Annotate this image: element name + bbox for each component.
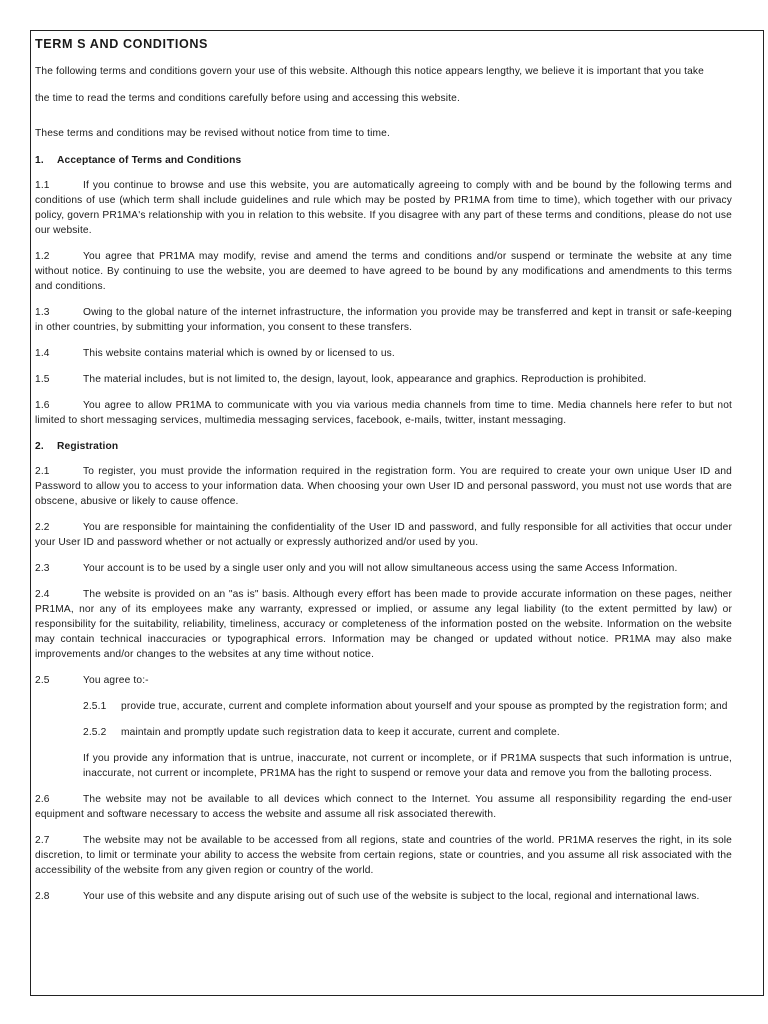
clause-text: Your use of this website and any dispute arising out of such use of the website is subject to the local, regional and international laws. xyxy=(83,891,700,902)
clause-number: 2.3 xyxy=(35,563,50,574)
clause-number: 1.3 xyxy=(35,307,50,318)
subclause-text: maintain and promptly update such registration data to keep it accurate, current and complete. xyxy=(121,727,560,738)
clause-1-6 xyxy=(35,398,732,428)
clause-number: 2.7 xyxy=(35,835,50,846)
document-title: TERM S AND CONDITIONS xyxy=(35,37,209,51)
clause-text: You are responsible for maintaining the confidentiality of the User ID and password, and fully responsible for all activities that occur under your User ID and password whether or not actually or expressly authorized and/or used by you. xyxy=(35,522,732,548)
clause-text: The website may not be available to be accessed from all regions, state and countries of the world. PR1MA reserves the right, in its sole discretion, to limit or terminate your ability to access the website from certain regions, state or countries, and you assume all risk associated with the accessibility of the website from any given region or country of the world. xyxy=(35,835,732,876)
clause-text: You agree to allow PR1MA to communicate with you via various media channels from time to time. Media channels here refer to but not limited to short messaging services, multimedia messaging services, facebook, e-mails, twitter, instant messaging. xyxy=(35,400,732,426)
clause-number: 2.4 xyxy=(35,589,50,600)
clause-2-3 xyxy=(35,561,732,576)
clause-number: 2.2 xyxy=(35,522,50,533)
section-number: 1. xyxy=(35,155,44,166)
section-number: 2. xyxy=(35,441,44,452)
section-title: Registration xyxy=(57,441,119,452)
subclause-text: If you provide any information that is untrue, inaccurate, not current or incomplete, or if PR1MA suspects that such information is untrue, inaccurate, not current or incomplete, PR1MA has the right to suspend or remove your data and remove you from the balloting process. xyxy=(83,753,732,779)
clause-2-1 xyxy=(35,464,732,509)
section-title: Acceptance of Terms and Conditions xyxy=(57,155,242,166)
subclause-number: 2.5.1 xyxy=(83,701,107,712)
clause-2-4 xyxy=(35,587,732,662)
clause-text: To register, you must provide the information required in the registration form. You are required to create your own unique User ID and Password to allow you to access to your information data. When choosing your own User ID and personal password, you must not use words that are obscene, abusive or likely to cause offence. xyxy=(35,466,732,507)
clause-text: You agree that PR1MA may modify, revise and amend the terms and conditions and/or suspend or terminate the website at any time without notice. By continuing to use the website, you are deemed to have agreed to be bound by any modifications and amendments to this terms and conditions. xyxy=(35,251,732,292)
clause-number: 1.5 xyxy=(35,374,50,385)
clause-text: The website is provided on an "as is" basis. Although every effort has been made to provide accurate information on these pages, neither PR1MA, nor any of its employees make any warranty, expressed or implied, or assume any legal liability (to the extent permitted by law) or responsibility for the suitability, reliability, timeliness, accuracy or completeness of the information posted on the website. Information on the website may contain technical inaccuracies or typographical errors. Information may be changed or updated without notice. PR1MA may also make improvements and/or changes to the websites at any time without notice. xyxy=(35,589,732,660)
clause-number: 1.4 xyxy=(35,348,50,359)
intro-line-1: The following terms and conditions govern your use of this website. Although this notice appears lengthy, we believe it is important that you take xyxy=(35,66,704,77)
clause-number: 1.6 xyxy=(35,400,50,411)
clause-2-5 xyxy=(35,673,732,688)
clause-text: If you continue to browse and use this website, you are automatically agreeing to comply with and be bound by the following terms and conditions of use (which term shall include guidelines and rule which may be posted by PR1MA from time to time), which together with our privacy policy, govern PR1MA's relationship with you in relation to this website. If you disagree with any part of these terms and conditions, please do not use our website. xyxy=(35,180,732,236)
subclause-text: provide true, accurate, current and complete information about yourself and your spouse as prompted by the registration form; and xyxy=(121,701,728,712)
clause-text: The website may not be available to all devices which connect to the Internet. You assume all responsibility regarding the end-user equipment and software necessary to access the website and assume all risk associated therewith. xyxy=(35,794,732,820)
clause-2-6 xyxy=(35,792,732,822)
clause-1-4 xyxy=(35,346,732,361)
clause-2-2 xyxy=(35,520,732,550)
clause-number: 1.2 xyxy=(35,251,50,262)
clause-1-1 xyxy=(35,178,732,238)
subclause-note xyxy=(83,751,732,781)
clause-number: 2.8 xyxy=(35,891,50,902)
revision-notice: These terms and conditions may be revised without notice from time to time. xyxy=(35,128,390,139)
clause-text: You agree to:- xyxy=(83,675,149,686)
subclause-2-5-1 xyxy=(83,699,732,714)
subclause-2-5-2 xyxy=(83,725,732,740)
intro-paragraph xyxy=(35,64,732,79)
document-body xyxy=(35,36,732,915)
clause-2-7 xyxy=(35,833,732,878)
subclause-number: 2.5.2 xyxy=(83,727,107,738)
clause-number: 2.5 xyxy=(35,675,50,686)
clause-1-5 xyxy=(35,372,732,387)
clause-text: Your account is to be used by a single user only and you will not allow simultaneous access using the same Access Information. xyxy=(83,563,678,574)
clause-number: 1.1 xyxy=(35,180,50,191)
clause-number: 2.6 xyxy=(35,794,50,805)
clause-2-8 xyxy=(35,889,732,904)
clause-number: 2.1 xyxy=(35,466,50,477)
section-heading-1 xyxy=(35,153,732,168)
clause-text: This website contains material which is owned by or licensed to us. xyxy=(83,348,395,359)
clause-1-2 xyxy=(35,249,732,294)
clause-text: The material includes, but is not limited to, the design, layout, look, appearance and graphics. Reproduction is prohibited. xyxy=(83,374,647,385)
section-heading-2 xyxy=(35,439,732,454)
clause-1-3 xyxy=(35,305,732,335)
intro-paragraph-continued: the time to read the terms and conditions carefully before using and accessing this website. xyxy=(35,93,460,104)
clause-text: Owing to the global nature of the internet infrastructure, the information you provide may be transferred and kept in transit or safe-keeping in other countries, by submitting your information, you consent to these transfers. xyxy=(35,307,732,333)
